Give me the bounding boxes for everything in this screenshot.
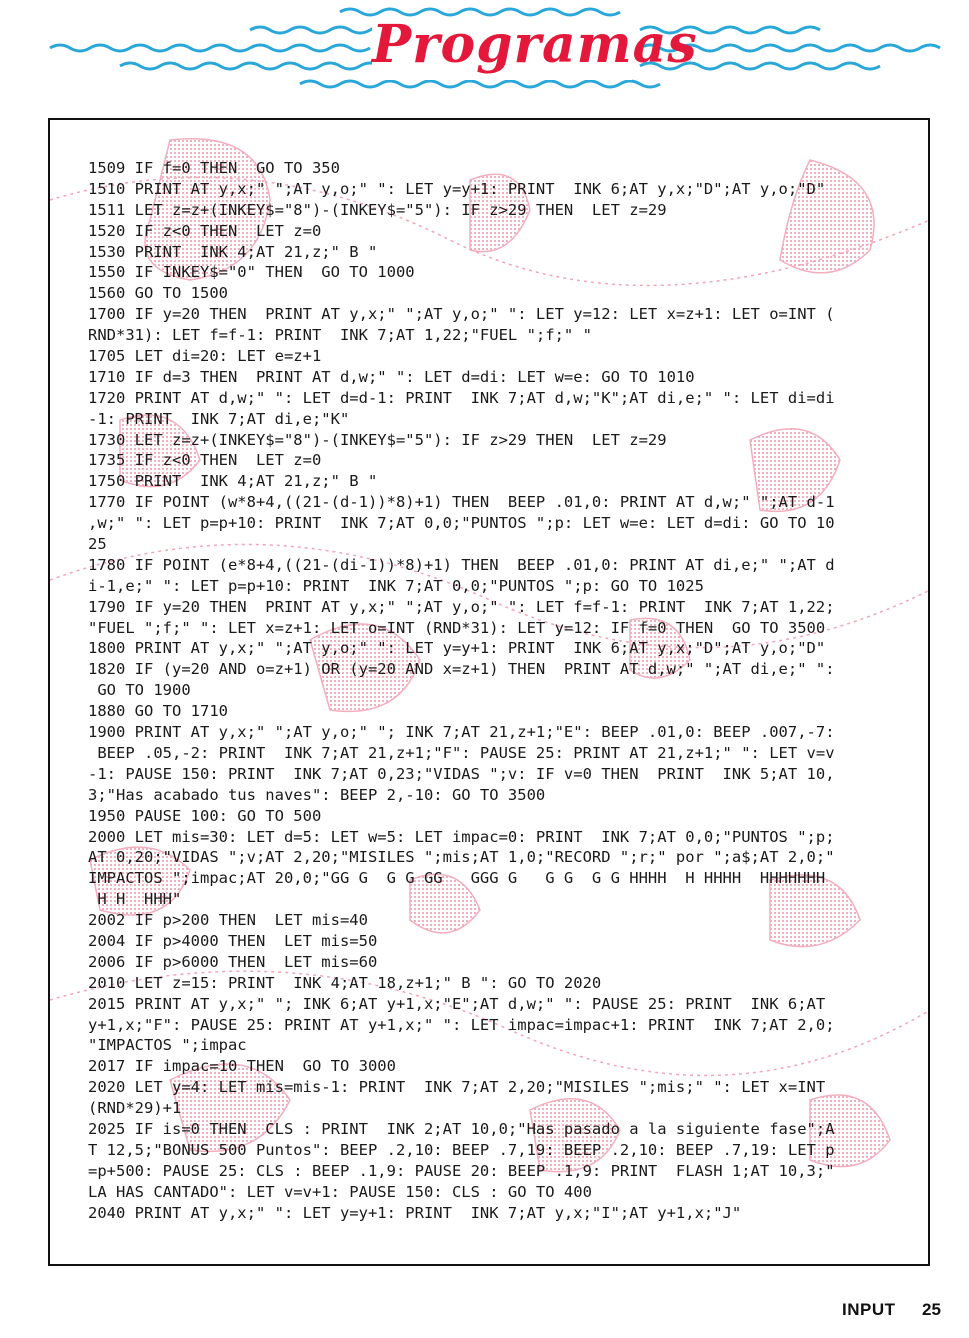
code-line: 2020 LET y=4: LET mis=mis-1: PRINT INK 7;AT 2,20;"MISILES ";mis;" ": LET x=INT — [88, 1078, 826, 1097]
code-line: 1510 PRINT AT y,x;" ";AT y,o;" ": LET y=y+1: PRINT INK 6;AT y,x;"D";AT y,o;"D" — [88, 179, 826, 198]
code-line: (RND*29)+1 — [88, 1099, 182, 1118]
code-line: 2004 IF p>4000 THEN LET mis=50 — [88, 931, 378, 950]
code-line: 2000 LET mis=30: LET d=5: LET w=5: LET impac=0: PRINT INK 7;AT 0,0;"PUNTOS ";p; — [88, 827, 835, 846]
code-line: -1: PAUSE 150: PRINT INK 7;AT 0,23;"VIDAS ";v: IF v=0 THEN PRINT INK 5;AT 10, — [88, 764, 835, 783]
code-line: H H HHH" — [88, 890, 182, 909]
code-line: 25 — [88, 535, 107, 554]
code-line: 1770 IF POINT (w*8+4,((21-(d-1))*8)+1) THEN BEEP .01,0: PRINT AT d,w;" ";AT d-1 — [88, 493, 835, 512]
magazine-name: INPUT — [842, 1300, 896, 1319]
code-line: -1: PRINT INK 7;AT di,e;"K" — [88, 409, 350, 428]
code-line: 1750 PRINT INK 4;AT 21,z;" B " — [88, 472, 378, 491]
code-line: RND*31): LET f=f-1: PRINT INK 7;AT 1,22;"FUEL ";f;" " — [88, 326, 592, 345]
code-line: 1720 PRINT AT d,w;" ": LET d=d-1: PRINT INK 7;AT d,w;"K";AT di,e;" ": LET di=di — [88, 388, 835, 407]
code-line: GO TO 1900 — [88, 681, 191, 700]
code-line: 1820 IF (y=20 AND o=z+1) OR (y=20 AND x=z+1) THEN PRINT AT d,w;" ";AT di,e;" ": — [88, 660, 835, 679]
code-line: "IMPACTOS ";impac — [88, 1036, 247, 1055]
basic-code-listing — [88, 158, 922, 1223]
code-line: 1700 IF y=20 THEN PRINT AT y,x;" ";AT y,o;" ": LET y=12: LET x=z+1: LET o=INT ( — [88, 305, 835, 324]
code-line: 3;"Has acabado tus naves": BEEP 2,-10: GO TO 3500 — [88, 785, 546, 804]
code-line: ,w;" ": LET p=p+10: PRINT INK 7;AT 0,0;"PUNTOS ";p: LET w=e: LET d=di: GO TO 10 — [88, 514, 835, 533]
code-line: 1790 IF y=20 THEN PRINT AT y,x;" ";AT y,o;" ": LET f=f-1: PRINT INK 7;AT 1,22; — [88, 597, 835, 616]
code-line: =p+500: PAUSE 25: CLS : BEEP .1,9: PAUSE 20: BEEP .1,9: PRINT FLASH 1;AT 10,3;" — [88, 1161, 835, 1180]
code-line: 2017 IF impac=10 THEN GO TO 3000 — [88, 1057, 396, 1076]
code-line: 1735 IF z<0 THEN LET z=0 — [88, 451, 322, 470]
code-line: y+1,x;"F": PAUSE 25: PRINT AT y+1,x;" ": LET impac=impac+1: PRINT INK 7;AT 2,0; — [88, 1015, 835, 1034]
code-line: LA HAS CANTADO": LET v=v+1: PAUSE 150: CLS : GO TO 400 — [88, 1182, 592, 1201]
code-line: i-1,e;" ": LET p=p+10: PRINT INK 7;AT 0,0;"PUNTOS ";p: GO TO 1025 — [88, 576, 704, 595]
code-line: T 12,5;"BONUS 500 Puntos": BEEP .2,10: BEEP .7,19: BEEP .2,10: BEEP .7,19: LET p — [88, 1140, 835, 1159]
code-line: 1950 PAUSE 100: GO TO 500 — [88, 806, 322, 825]
code-line: 1509 IF f=0 THEN GO TO 350 — [88, 159, 340, 177]
code-line: IMPACTOS ";impac;AT 20,0;"GG G G G GG GGG G G G G G HHHH H HHHH HHHHHHH — [88, 869, 826, 888]
section-title: Programas — [372, 14, 698, 75]
code-line: 2002 IF p>200 THEN LET mis=40 — [88, 911, 368, 930]
code-line: 2006 IF p>6000 THEN LET mis=60 — [88, 952, 378, 971]
code-line: 2015 PRINT AT y,x;" "; INK 6;AT y+1,x;"E";AT d,w;" ": PAUSE 25: PRINT INK 6;AT — [88, 994, 826, 1013]
code-line: 1710 IF d=3 THEN PRINT AT d,w;" ": LET d=di: LET w=e: GO TO 1010 — [88, 367, 695, 386]
code-line: 1511 LET z=z+(INKEY$="8")-(INKEY$="5"): IF z>29 THEN LET z=29 — [88, 200, 667, 219]
code-line: 1800 PRINT AT y,x;" ";AT y,o;" ": LET y=y+1: PRINT INK 6;AT y,x;"D";AT y,o;"D" — [88, 639, 826, 658]
code-line: 1900 PRINT AT y,x;" ";AT y,o;" "; INK 7;AT 21,z+1;"E": BEEP .01,0: BEEP .007,-7: — [88, 723, 835, 742]
code-line: 1730 LET z=z+(INKEY$="8")-(INKEY$="5"): IF z>29 THEN LET z=29 — [88, 430, 667, 449]
code-line: 1880 GO TO 1710 — [88, 702, 228, 721]
code-line: 1550 IF INKEY$="0" THEN GO TO 1000 — [88, 263, 415, 282]
code-line: 2040 PRINT AT y,x;" ": LET y=y+1: PRINT INK 7;AT y,x;"I";AT y+1,x;"J" — [88, 1203, 742, 1222]
code-line: "FUEL ";f;" ": LET x=z+1: LET o=INT (RND*31): LET y=12: IF f=0 THEN GO TO 3500 — [88, 618, 826, 637]
page-number: 25 — [922, 1300, 941, 1319]
code-line: 1780 IF POINT (e*8+4,((21-(di-1))*8)+1) THEN BEEP .01,0: PRINT AT di,e;" ";AT d — [88, 555, 835, 574]
code-line: 1520 IF z<0 THEN LET z=0 — [88, 221, 322, 240]
code-line: 2010 LET z=15: PRINT INK 4;AT 18,z+1;" B ": GO TO 2020 — [88, 973, 602, 992]
code-line: 1560 GO TO 1500 — [88, 284, 228, 303]
code-line: 1530 PRINT INK 4;AT 21,z;" B " — [88, 242, 378, 261]
code-line: AT 0,20;"VIDAS ";v;AT 2,20;"MISILES ";mis;AT 1,0;"RECORD ";r;" por ";a$;AT 2,0;" — [88, 848, 835, 867]
page-header — [0, 0, 969, 110]
code-line: BEEP .05,-2: PRINT INK 7;AT 21,z+1;"F": PAUSE 25: PRINT AT 21,z+1;" ": LET v=v — [88, 743, 835, 762]
program-listing-panel — [48, 118, 930, 1266]
code-line: 2025 IF is=0 THEN CLS : PRINT INK 2;AT 10,0;"Has pasado a la siguiente fase";A — [88, 1119, 835, 1138]
code-line: 1705 LET di=20: LET e=z+1 — [88, 347, 322, 366]
